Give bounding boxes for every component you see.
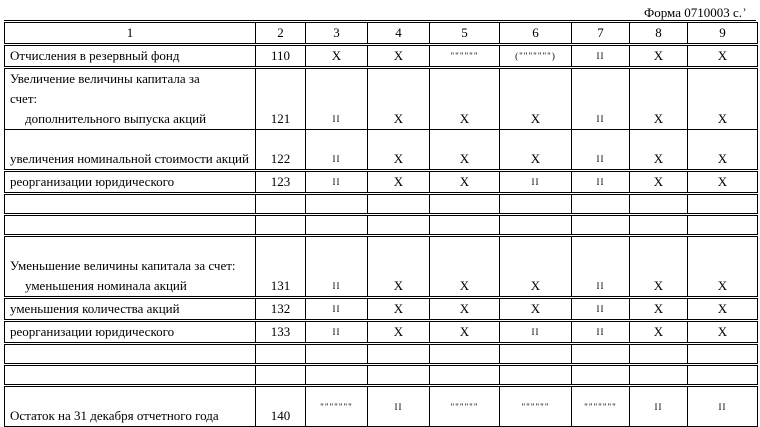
cell-c9: II bbox=[688, 386, 758, 427]
cell-c3: II bbox=[306, 130, 368, 171]
col-header-8: 8 bbox=[630, 23, 688, 45]
cell-c9: X bbox=[688, 298, 758, 321]
row-code: 122 bbox=[256, 130, 306, 171]
cell-c3: II bbox=[306, 236, 368, 298]
cell-c6: X bbox=[500, 130, 572, 171]
table-row-133 bbox=[5, 321, 758, 344]
empty-row bbox=[5, 194, 758, 215]
cell-c5: """""" bbox=[430, 45, 500, 68]
row-label: реорганизации юридического bbox=[5, 171, 256, 194]
cell-c6: II bbox=[500, 171, 572, 194]
cell-c6: X bbox=[500, 68, 572, 130]
row-label: реорганизации юридического bbox=[5, 321, 256, 344]
form-mark: › bbox=[743, 4, 746, 14]
col-header-1: 1 bbox=[5, 23, 256, 45]
cell-c4: X bbox=[368, 68, 430, 130]
row-131-label: уменьшения номинала акций bbox=[25, 278, 187, 293]
cell-c4: X bbox=[368, 130, 430, 171]
section-heading-decrease: Уменьшение величины капитала за счет: bbox=[10, 258, 236, 273]
cell-c8: X bbox=[630, 130, 688, 171]
row-code: 123 bbox=[256, 171, 306, 194]
table-row-132 bbox=[5, 298, 758, 321]
cell-c6: """""" bbox=[500, 386, 572, 427]
cell-c7: """"""" bbox=[572, 386, 630, 427]
cell-c7: II bbox=[572, 171, 630, 194]
cell-c4: X bbox=[368, 298, 430, 321]
cell-c8: X bbox=[630, 298, 688, 321]
cell-c9: X bbox=[688, 130, 758, 171]
cell-c9: X bbox=[688, 45, 758, 68]
capital-changes-table bbox=[4, 22, 758, 427]
table-row-122 bbox=[5, 130, 758, 171]
section-heading-increase: Увеличение величины капитала за счет: bbox=[10, 71, 200, 106]
empty-row bbox=[5, 365, 758, 386]
row-label: Остаток на 31 декабря отчетного года bbox=[5, 386, 256, 427]
cell-c8: X bbox=[630, 45, 688, 68]
cell-c7: II bbox=[572, 130, 630, 171]
col-header-3: 3 bbox=[306, 23, 368, 45]
cell-c9: X bbox=[688, 236, 758, 298]
col-header-4: 4 bbox=[368, 23, 430, 45]
row-label bbox=[5, 68, 256, 130]
table-row-131 bbox=[5, 236, 758, 298]
cell-c6: X bbox=[500, 298, 572, 321]
cell-c5: """""" bbox=[430, 386, 500, 427]
row-code: 110 bbox=[256, 45, 306, 68]
row-label: уменьшения количества акций bbox=[5, 298, 256, 321]
row-code: 121 bbox=[256, 68, 306, 130]
cell-c6: (""""""") bbox=[500, 45, 572, 68]
row-label: Отчисления в резервный фонд bbox=[5, 45, 256, 68]
cell-c8: X bbox=[630, 236, 688, 298]
cell-c9: X bbox=[688, 321, 758, 344]
cell-c7: II bbox=[572, 45, 630, 68]
row-label bbox=[5, 236, 256, 298]
row-code: 133 bbox=[256, 321, 306, 344]
table-row-121 bbox=[5, 68, 758, 130]
cell-c8: X bbox=[630, 68, 688, 130]
cell-c4: X bbox=[368, 321, 430, 344]
cell-c7: II bbox=[572, 298, 630, 321]
row-code: 140 bbox=[256, 386, 306, 427]
cell-c5: X bbox=[430, 236, 500, 298]
cell-c9: X bbox=[688, 68, 758, 130]
cell-c7: II bbox=[572, 68, 630, 130]
cell-c4: X bbox=[368, 236, 430, 298]
header-row bbox=[5, 23, 758, 45]
cell-c4: X bbox=[368, 171, 430, 194]
cell-c6: X bbox=[500, 236, 572, 298]
row-code: 132 bbox=[256, 298, 306, 321]
cell-c5: X bbox=[430, 68, 500, 130]
row-121-label: дополнительного выпуска акций bbox=[25, 111, 207, 126]
cell-c5: X bbox=[430, 298, 500, 321]
table-row-140 bbox=[5, 386, 758, 427]
cell-c9: X bbox=[688, 171, 758, 194]
col-header-6: 6 bbox=[500, 23, 572, 45]
cell-c7: II bbox=[572, 236, 630, 298]
cell-c8: II bbox=[630, 386, 688, 427]
cell-c5: X bbox=[430, 321, 500, 344]
row-label: увеличения номинальной стоимости акций bbox=[5, 130, 256, 171]
row-code: 131 bbox=[256, 236, 306, 298]
empty-row bbox=[5, 344, 758, 365]
cell-c4: II bbox=[368, 386, 430, 427]
table-row-110 bbox=[5, 45, 758, 68]
cell-c3: II bbox=[306, 298, 368, 321]
cell-c3: X bbox=[306, 45, 368, 68]
cell-c7: II bbox=[572, 321, 630, 344]
empty-row bbox=[5, 215, 758, 236]
cell-c4: X bbox=[368, 45, 430, 68]
col-header-9: 9 bbox=[688, 23, 758, 45]
cell-c5: X bbox=[430, 130, 500, 171]
top-rule bbox=[4, 20, 756, 21]
col-header-5: 5 bbox=[430, 23, 500, 45]
cell-c3: II bbox=[306, 321, 368, 344]
cell-c3: II bbox=[306, 171, 368, 194]
table-row-123 bbox=[5, 171, 758, 194]
col-header-2: 2 bbox=[256, 23, 306, 45]
cell-c8: X bbox=[630, 171, 688, 194]
cell-c5: X bbox=[430, 171, 500, 194]
cell-c6: II bbox=[500, 321, 572, 344]
cell-c3: """"""" bbox=[306, 386, 368, 427]
cell-c8: X bbox=[630, 321, 688, 344]
cell-c3: II bbox=[306, 68, 368, 130]
form-number-label: Форма 0710003 с. bbox=[643, 5, 742, 20]
col-header-7: 7 bbox=[572, 23, 630, 45]
